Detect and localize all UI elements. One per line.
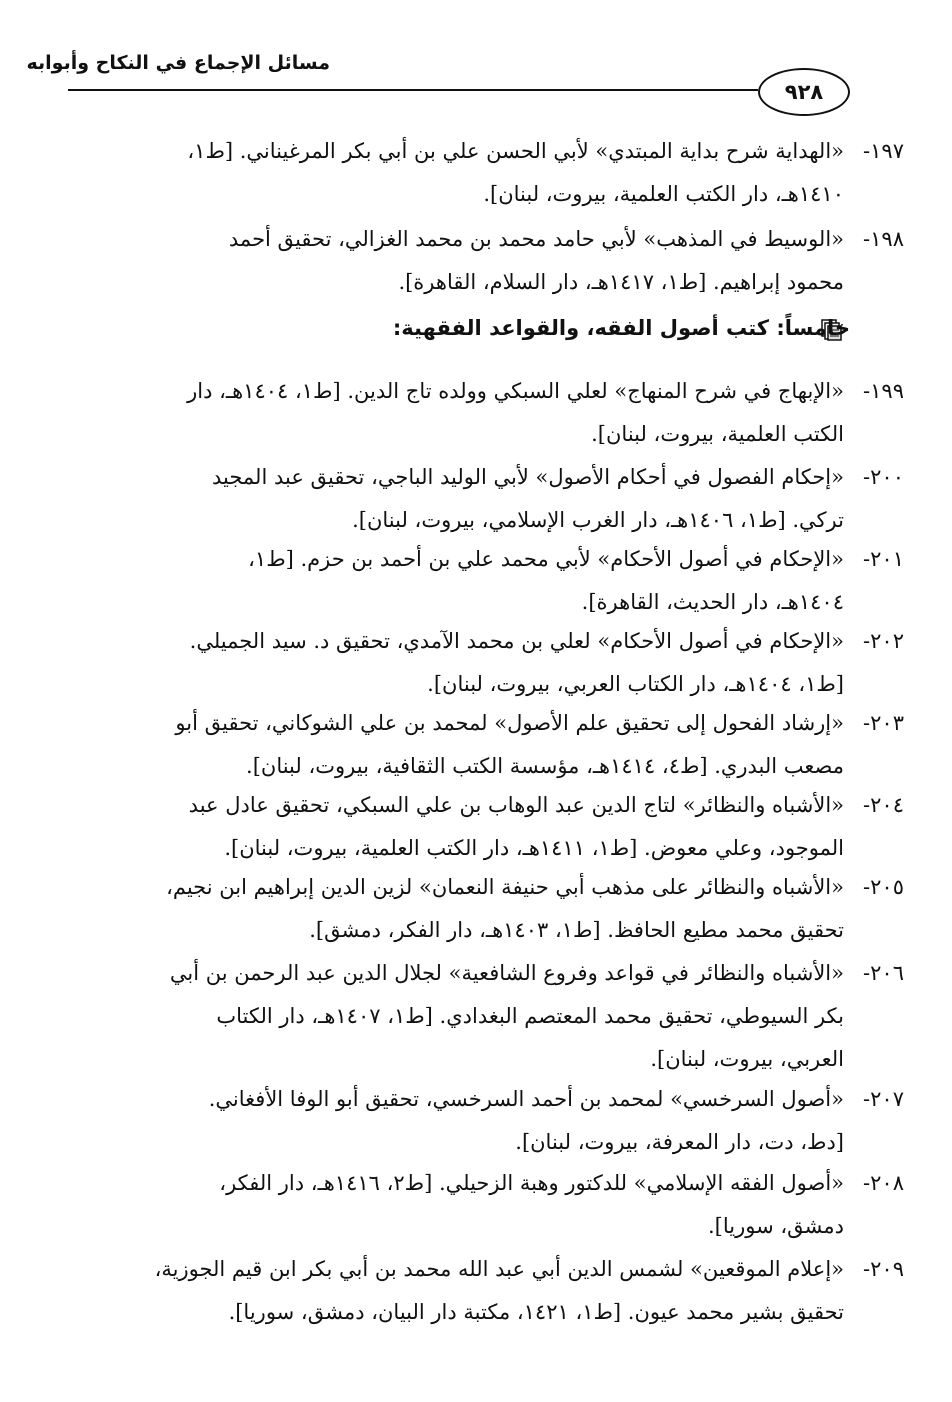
- entry-line: ١٤١٠هـ، دار الكتب العلمية، بيروت، لبنان].: [483, 182, 844, 206]
- bibliography-entry-202: [54, 620, 904, 706]
- entry-line: مصعب البدري. [ط٤، ١٤١٤هـ، مؤسسة الكتب الثقافية، بيروت، لبنان].: [246, 754, 844, 778]
- entry-line: «الأشباه والنظائر على مذهب أبي حنيفة النعمان» لزين الدين إبراهيم ابن نجيم،: [166, 875, 844, 899]
- entry-line: «إعلام الموقعين» لشمس الدين أبي عبد الله محمد بن أبي بكر ابن قيم الجوزية،: [154, 1257, 844, 1281]
- entry-number: ١٩٧-: [863, 139, 904, 163]
- entry-number: ٢٠٨-: [863, 1171, 904, 1195]
- entry-line: «الهداية شرح بداية المبتدي» لأبي الحسن علي بن أبي بكر المرغيناني. [ط١،: [187, 139, 844, 163]
- entry-line: [ط١، ١٤٠٤هـ، دار الكتاب العربي، بيروت، لبنان].: [427, 672, 844, 696]
- entry-number: ١٩٨-: [863, 227, 904, 251]
- entry-line: «الأشباه والنظائر في قواعد وفروع الشافعية» لجلال الدين عبد الرحمن بن أبي: [169, 961, 844, 985]
- bibliography-entry-206: [54, 952, 904, 1081]
- entry-number: ٢٠٢-: [863, 629, 904, 653]
- entry-number: ٢٠٥-: [863, 875, 904, 899]
- entry-number: ٢٠١-: [863, 547, 904, 571]
- entry-line: الموجود، وعلي معوض. [ط١، ١٤١١هـ، دار الكتب العلمية، بيروت، لبنان].: [224, 836, 844, 860]
- entry-line: تركي. [ط١، ١٤٠٦هـ، دار الغرب الإسلامي، بيروت، لبنان].: [352, 508, 844, 532]
- entry-number: ٢٠٣-: [863, 711, 904, 735]
- entry-line: تحقيق محمد مطيع الحافظ. [ط١، ١٤٠٣هـ، دار الفكر، دمشق].: [309, 918, 844, 942]
- entry-line: محمود إبراهيم. [ط١، ١٤١٧هـ، دار السلام، القاهرة].: [398, 270, 844, 294]
- entry-line: «أصول السرخسي» لمحمد بن أحمد السرخسي، تحقيق أبو الوفا الأفغاني.: [208, 1087, 844, 1111]
- page-number: ٩٢٨: [758, 68, 850, 116]
- entry-line: «الإبهاج في شرح المنهاج» لعلي السبكي وولده تاج الدين. [ط١، ١٤٠٤هـ، دار: [187, 379, 844, 403]
- entry-line: «إرشاد الفحول إلى تحقيق علم الأصول» لمحمد بن علي الشوكاني، تحقيق أبو: [175, 711, 844, 735]
- entry-number: ٢٠٠-: [863, 465, 904, 489]
- entry-number: ٢٠٤-: [863, 793, 904, 817]
- running-title: مسائل الإجماع في النكاح وأبوابه: [26, 52, 330, 74]
- bibliography-entry-209: [54, 1248, 904, 1334]
- bibliography-entry-203: [54, 702, 904, 788]
- entry-line: «إحكام الفصول في أحكام الأصول» لأبي الوليد الباجي، تحقيق عبد المجيد: [212, 465, 844, 489]
- bibliography-entry-198: [54, 218, 904, 304]
- entry-line: «الأشباه والنظائر» لتاج الدين عبد الوهاب بن علي السبكي، تحقيق عادل عبد: [188, 793, 844, 817]
- entry-line: ١٤٠٤هـ، دار الحديث، القاهرة].: [581, 590, 844, 614]
- bibliography-entry-201: [54, 538, 904, 624]
- bibliography-entry-199: [54, 370, 904, 456]
- entry-line: العربي، بيروت، لبنان].: [650, 1047, 844, 1071]
- bibliography-entry-205: [54, 866, 904, 952]
- entry-line: «أصول الفقه الإسلامي» للدكتور وهبة الزحيلي. [ط٢، ١٤١٦هـ، دار الفكر،: [219, 1171, 844, 1195]
- bibliography-entry-204: [54, 784, 904, 870]
- bibliography-entry-197: [54, 130, 904, 216]
- entry-number: ١٩٩-: [863, 379, 904, 403]
- section-heading: خامساً: كتب أصول الفقه، والقواعد الفقهية:: [392, 316, 850, 340]
- entry-number: ٢٠٦-: [863, 961, 904, 985]
- bibliography-entry-208: [54, 1162, 904, 1248]
- entry-line: «الوسيط في المذهب» لأبي حامد محمد بن محمد الغزالي، تحقيق أحمد: [228, 227, 844, 251]
- bibliography-entry-200: [54, 456, 904, 542]
- entry-line: الكتب العلمية، بيروت، لبنان].: [591, 422, 844, 446]
- entry-number: ٢٠٧-: [863, 1087, 904, 1111]
- entry-line: «الإحكام في أصول الأحكام» لعلي بن محمد الآمدي، تحقيق د. سيد الجميلي.: [189, 629, 844, 653]
- entry-line: «الإحكام في أصول الأحكام» لأبي محمد علي بن أحمد بن حزم. [ط١،: [248, 547, 844, 571]
- entry-line: بكر السيوطي، تحقيق محمد المعتصم البغدادي. [ط١، ١٤٠٧هـ، دار الكتاب: [216, 1004, 844, 1028]
- entry-line: تحقيق بشير محمد عيون. [ط١، ١٤٢١، مكتبة دار البيان، دمشق، سوريا].: [228, 1300, 844, 1324]
- bibliography-entry-207: [54, 1078, 904, 1164]
- entry-number: ٢٠٩-: [863, 1257, 904, 1281]
- entry-line: دمشق، سوريا].: [708, 1214, 844, 1238]
- header-rule: [68, 89, 758, 91]
- entry-line: [دط، دت، دار المعرفة، بيروت، لبنان].: [515, 1130, 844, 1154]
